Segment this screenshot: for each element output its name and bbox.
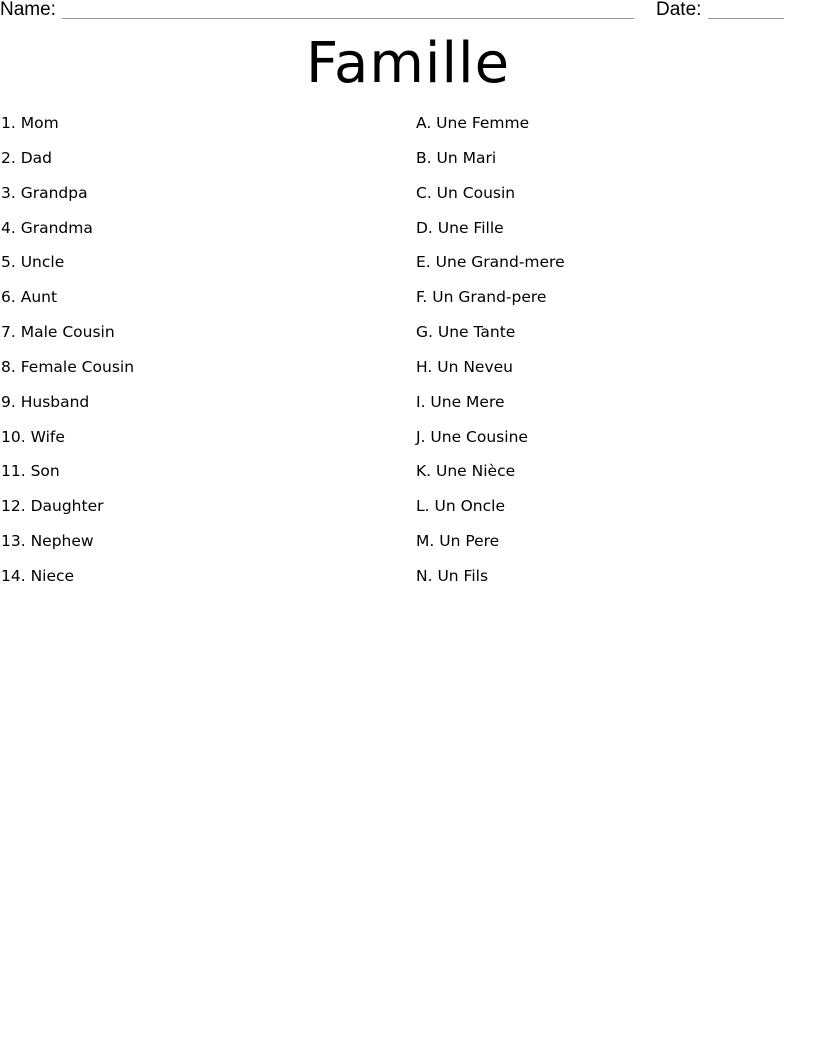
question-item: 6. Aunt xyxy=(1,288,58,307)
answer-item: F. Un Grand-pere xyxy=(416,288,547,307)
answer-item: C. Un Cousin xyxy=(416,183,516,202)
answer-item: A. Une Femme xyxy=(416,114,530,132)
question-list xyxy=(1,112,134,600)
question-item: 14. Niece xyxy=(1,566,75,585)
question-item: 4. Grandma xyxy=(1,218,93,237)
answer-item: M. Un Pere xyxy=(416,532,500,551)
answer-item: K. Une Nièce xyxy=(416,462,516,481)
answer-item: I. Une Mere xyxy=(416,392,505,411)
answer-item: L. Un Oncle xyxy=(416,497,505,516)
question-item: 5. Uncle xyxy=(1,253,65,272)
question-item: 11. Son xyxy=(1,462,60,481)
answer-item: D. Une Fille xyxy=(416,218,504,237)
question-item: 9. Husband xyxy=(1,392,90,411)
date-label: Date: xyxy=(656,0,702,20)
name-label: Name: xyxy=(0,0,56,20)
date-field-line[interactable] xyxy=(708,18,784,19)
question-item: 7. Male Cousin xyxy=(1,323,115,342)
question-item: 13. Nephew xyxy=(1,532,94,551)
question-item: 12. Daughter xyxy=(1,497,104,516)
question-item: 1. Mom xyxy=(1,114,59,132)
answer-item: B. Un Mari xyxy=(416,148,497,167)
page-title: Famille xyxy=(305,31,511,96)
answer-item: G. Une Tante xyxy=(416,323,516,342)
question-item: 2. Dad xyxy=(1,148,52,167)
question-item: 8. Female Cousin xyxy=(1,357,135,376)
answer-item: N. Un Fils xyxy=(416,566,489,585)
name-field-line[interactable] xyxy=(62,18,634,19)
answer-list xyxy=(416,112,565,600)
question-item: 10. Wife xyxy=(1,427,65,446)
answer-item: E. Une Grand-mere xyxy=(416,253,565,272)
question-item: 3. Grandpa xyxy=(1,183,88,202)
answer-item: J. Une Cousine xyxy=(416,427,528,446)
worksheet-header xyxy=(0,0,816,24)
answer-item: H. Un Neveu xyxy=(416,357,513,376)
